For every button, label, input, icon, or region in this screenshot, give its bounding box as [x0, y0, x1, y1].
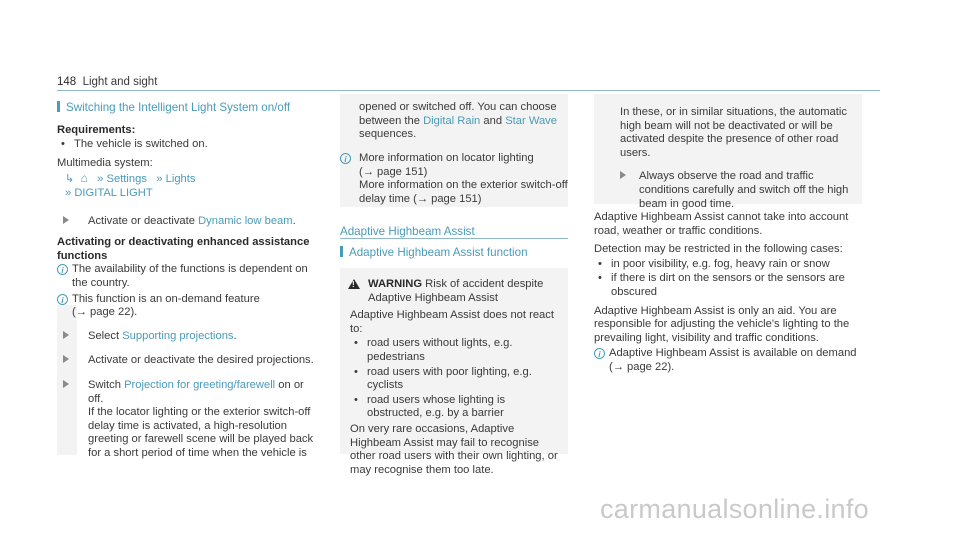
- section-title-intelligent-light: Switching the Intelligent Light System on/off: [57, 101, 315, 115]
- paragraph: Adaptive Highbeam Assist is only an aid. You are responsible for adjusting the vehicle's lighting to the prevailing light, visibility and traffic conditions.: [594, 304, 850, 344]
- note-availability: i The availability of the functions is dependent on the country.: [57, 263, 315, 290]
- paragraph: Detection may be restricted in the following cases:: [594, 243, 843, 256]
- step-arrow-icon: [63, 216, 69, 224]
- info-icon: i: [594, 348, 605, 359]
- list-item: • in poor visibility, e.g. fog, heavy rain or snow: [594, 258, 862, 272]
- enter-arrow-icon: ↳: [65, 173, 75, 186]
- info-icon: i: [57, 264, 68, 275]
- warning-label: WARNING: [368, 278, 423, 290]
- info-icon: i: [57, 294, 68, 305]
- page-header: [57, 76, 157, 90]
- menu-path: [57, 172, 315, 187]
- column-2-continuation: [359, 101, 564, 142]
- bullet-icon: •: [354, 365, 358, 378]
- section-marker: [340, 246, 343, 257]
- section-title-highbeam-function: Adaptive Highbeam Assist function: [340, 246, 528, 260]
- step-greeting-farewell: Switch Projection for greeting/farewell on or off. If the locator lighting or the exterior switch-off delay time is activated, a high-resolution greeting or farewell scene will be played back for a short period of time when the vehicle is: [57, 379, 315, 461]
- column-1: [57, 101, 315, 460]
- continuation-text: opened or switched off. You can choose between the Digital Rain and Star Wave sequences.: [359, 101, 557, 141]
- bullet-icon: •: [598, 257, 602, 270]
- warning-header: ! WARNING Risk of accident despite Adaptive Highbeam Assist: [348, 278, 560, 305]
- step-supporting-projections: Select Supporting projections.: [57, 330, 315, 344]
- watermark: carmanualsonline.info: [600, 494, 869, 524]
- double-chevron-icon: »: [156, 173, 163, 186]
- double-chevron-icon: »: [65, 186, 72, 199]
- list-item: • if there is dirt on the sensors or the sensors are obscured: [594, 272, 862, 299]
- info-icon: i: [340, 153, 351, 164]
- chapter-rule: [340, 238, 568, 239]
- step-arrow-icon: [63, 355, 69, 363]
- step-arrow-icon: [63, 380, 69, 388]
- list-item: • road users without lights, e.g. pedestrians: [350, 337, 560, 364]
- requirement-item: • The vehicle is switched on.: [57, 138, 315, 152]
- note-on-demand: i This function is an on-demand feature (→ page 22).: [57, 293, 315, 320]
- continuation-warning-box: In these, or in similar situations, the automatic high beam will not be deactivated or will be activated despite the presence of other road users. Always observe the road and traffic conditions carefully and switch off the high beam in good time.: [594, 94, 862, 204]
- column-3: [594, 211, 862, 375]
- path-lights: Lights: [165, 173, 196, 186]
- path-digital-light: DIGITAL LIGHT: [74, 186, 153, 199]
- step-arrow-icon: [63, 331, 69, 339]
- bullet-icon: •: [598, 272, 602, 285]
- multimedia-label: Multimedia system:: [57, 156, 153, 169]
- section-marker: [57, 101, 60, 112]
- step-observe-road: Always observe the road and traffic conditions carefully and switch off the high beam in good time.: [620, 170, 852, 211]
- enhanced-heading: Activating or deactivating enhanced assistance functions: [57, 236, 310, 262]
- bullet-icon: •: [354, 337, 358, 350]
- note-on-demand: i Adaptive Highbeam Assist is available on demand (→ page 22).: [594, 347, 862, 374]
- chapter-title-highbeam: Adaptive Highbeam Assist: [340, 225, 475, 238]
- bullet-icon: •: [61, 138, 65, 151]
- page-number: 148: [57, 76, 77, 88]
- note-locator-info: i More information on locator lighting (→ page 151) More information on the exterior switch-off delay time (→ page 151): [340, 152, 568, 206]
- warning-box: [340, 268, 568, 476]
- paragraph: Adaptive Highbeam Assist cannot take into account road, weather or traffic conditions.: [594, 211, 849, 237]
- step-desired-projections: Activate or deactivate the desired projections.: [57, 354, 315, 368]
- chapter-title: Light and sight: [82, 76, 158, 88]
- path-settings: Settings: [106, 173, 147, 186]
- list-item: • road users with poor lighting, e.g. cyclists: [350, 366, 560, 393]
- warning-icon: [348, 279, 360, 289]
- home-icon: ⌂: [80, 171, 88, 186]
- header-rule: [57, 90, 880, 91]
- double-chevron-icon: »: [97, 173, 104, 186]
- bullet-icon: •: [354, 393, 358, 406]
- warning-body: Adaptive Highbeam Assist does not react to: • road users without lights, e.g. pedestrians • road users with poor lighting, e.g. cyclists • road users whose lighting is obstructed, e.g. by a barrier On very rare occasions, Adaptive Highbeam Assist may fail to recognise other road users with their own lighting, or may recognise them too late.: [350, 309, 560, 477]
- step-arrow-icon: [620, 171, 626, 179]
- list-item: • road users whose lighting is obstructed, e.g. by a barrier: [350, 394, 560, 421]
- menu-path-2: [57, 187, 315, 201]
- requirements-heading: Requirements:: [57, 123, 136, 136]
- step-dynamic-low-beam: Activate or deactivate Dynamic low beam.: [57, 215, 315, 229]
